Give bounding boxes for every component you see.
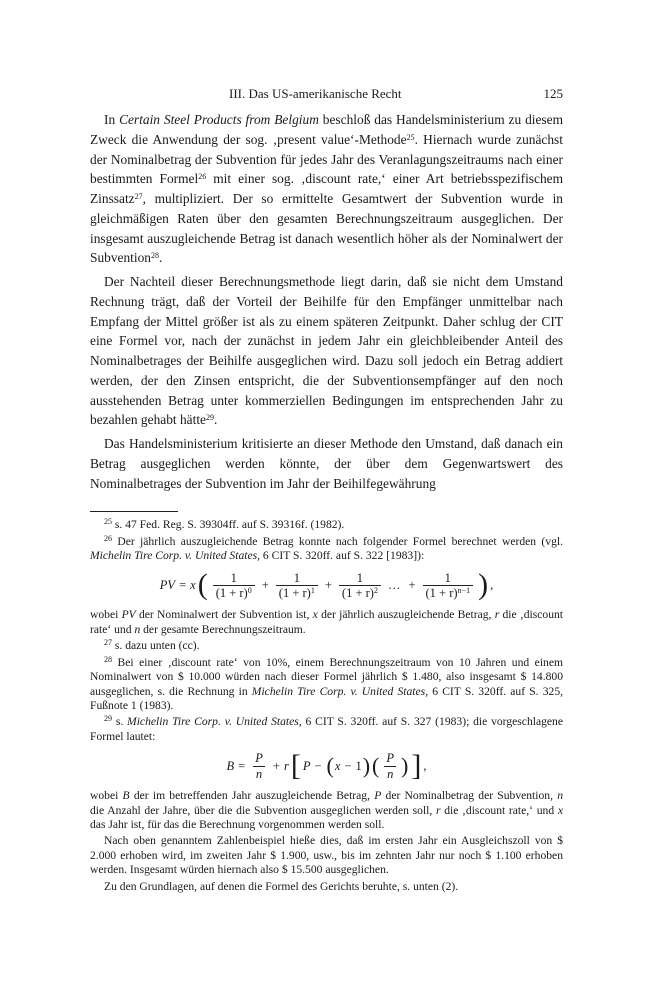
text: In	[104, 112, 120, 127]
text: beschloß das Handelsministerium zu diesem Zweck die Anwendung der sog. ‚present value‘-Methode	[90, 112, 564, 147]
footnote-number: 25	[104, 517, 112, 527]
footnote-ref[interactable]: 28	[151, 251, 160, 261]
main-text	[90, 110, 563, 493]
footnote-ref[interactable]: 29	[206, 413, 214, 423]
numerator: 1	[230, 570, 237, 585]
fraction	[276, 571, 318, 601]
numerator: P	[255, 751, 263, 766]
text: .	[159, 250, 163, 266]
symbol: r	[435, 803, 441, 817]
formula-punctuation: ,	[490, 578, 494, 593]
denominator	[423, 585, 474, 600]
formula-bracket: ]	[411, 749, 422, 783]
symbol: r	[494, 608, 500, 622]
text: der im betreffenden Jahr auszugleichende Betrag,	[129, 789, 375, 803]
book-page	[90, 82, 563, 896]
text: der jährlich auszugleichende Betrag,	[317, 608, 495, 622]
footnote-number: 29	[104, 714, 112, 724]
footnote-26-explanation	[90, 608, 563, 637]
exponent: 2	[373, 585, 378, 595]
formula-symbol: x	[190, 578, 196, 593]
paragraph-2	[90, 272, 563, 430]
text: s.	[112, 715, 128, 729]
paragraph-1	[90, 110, 563, 268]
footnote-ref[interactable]: 25	[406, 132, 415, 142]
formula-operator: −	[344, 758, 352, 773]
symbol: PV	[121, 608, 136, 622]
text: der Nominalwert der Subvention ist,	[135, 608, 313, 622]
text: der gesamte Berechnungszeitraum.	[140, 622, 306, 636]
formula-ellipsis: …	[387, 578, 401, 593]
formula-operator: +	[324, 578, 332, 593]
formula-symbol: x	[334, 758, 341, 773]
denominator	[213, 585, 255, 600]
formula-symbol: P	[302, 758, 311, 773]
text: (1 + r)	[215, 585, 248, 600]
denominator	[276, 585, 318, 600]
footnote-29-explanation	[90, 789, 563, 832]
text: Bei einer ‚discount rate‘ von 10%, einem Berechnungszeitraum von 10 Jahren und einem Nominalwert von $ 10.000 würden nach dieser Formel jährlich $ 1.480, also insgesamt $ 14.800 ausgeglichen, s. die Rechnung in	[90, 655, 563, 698]
formula-paren: )	[401, 753, 409, 779]
denominator: n	[253, 766, 265, 781]
formula-operator: −	[314, 758, 322, 773]
footnote-ref[interactable]: 27	[134, 192, 143, 201]
denominator: n	[384, 766, 396, 781]
text: 6 CIT S. 320ff. auf S. 322 [1983]):	[260, 549, 425, 563]
formula-symbol: r	[283, 758, 289, 773]
footnote-28	[90, 656, 563, 714]
formula-operator: +	[272, 758, 280, 773]
close-paren-glyph: )	[478, 568, 489, 602]
formula-bracket: [	[290, 749, 301, 783]
text: mit einer sog. ‚discount rate,‘ einer Art betriebsspezifischem Zinssatz	[90, 171, 563, 206]
footnote-number: 28	[104, 654, 112, 664]
text: . Hiernach wurde zunächst der Nominalbetrag der Subvention für jedes Jahr des Veranlagungszeitraums nach einer bestimmten Formel	[90, 131, 563, 187]
paragraph-3: Das Handelsministerium kritisierte an dieser Methode den Umstand, daß danach ein Betrag ausgeglichen werden könnte, der über dem Gegenwartswert des Nominalbetrages der Subvention im Jahr der Beihilfegewährung	[90, 436, 563, 491]
case-name: Michelin Tire Corp. v. United States,	[127, 715, 302, 729]
formula-symbol: B	[226, 758, 235, 773]
text: s. dazu unten (cc).	[112, 639, 200, 653]
text: wobei	[90, 789, 123, 803]
formula-operator: =	[238, 758, 246, 773]
formula-symbol: PV	[159, 578, 176, 593]
formula-paren: (	[326, 753, 334, 779]
formula-number: 1	[355, 758, 362, 773]
numerator: 1	[293, 570, 300, 585]
symbol: n	[557, 789, 563, 803]
footnote-number: 27	[104, 638, 112, 648]
symbol: n	[134, 622, 141, 636]
numerator: P	[386, 751, 395, 766]
chapter-title: III. Das US-amerikanische Recht	[229, 86, 402, 101]
text: (1 + r)	[341, 585, 374, 600]
case-name: Michelin Tire Corp. v. United States,	[90, 549, 261, 563]
footnote-25	[90, 518, 563, 532]
denominator	[339, 585, 381, 600]
footnote-29-example: Nach oben genanntem Zahlenbeispiel hieße dies, daß im ersten Jahr ein Ausgleichszoll von $ 2.000 erhoben wird, im zweiten Jahr $ 1.900, usw., bis im zehnten Jahr nur noch $ 1.100 erhoben werden. Insgesamt würden hiernach also $ 15.500 ausgeglichen.	[90, 834, 563, 877]
fraction	[383, 751, 397, 781]
exponent: n−1	[457, 585, 471, 595]
text: Der jährlich auszugleichende Betrag konnte nach folgender Formel berechnet werden (vgl.	[112, 534, 563, 548]
text: das Jahr ist, für das die Berechnung vorgenommen werden soll.	[90, 817, 385, 831]
text: Der Nachteil dieser Berechnungsmethode liegt darin, daß sie nicht dem Umstand Rechnung trägt, daß der Vorteil der Beihilfe für den Empfänger unmittelbar nach Empfang der Mittel größer ist als zu einem späteren Zeitpunkt. Daher schlug der CIT eine Formel vor, nach der zunächst in jedem Jahr ein gleichbleibender Anteil des Nominalbetrages der Beihilfe ausgeglichen wird. Dazu soll jedoch ein Betrag addiert werden, der den Zinsen entspricht, die der Subventionsempfänger auf den noch ausstehenden Betrag unter kommerziellen Bedingungen im entsprechenden Jahr zu bezahlen gehabt hätte	[90, 274, 563, 428]
footnote-number: 26	[104, 533, 112, 543]
symbol: B	[122, 789, 130, 803]
text: 6 CIT S. 320ff. auf S. 327 (1983); die vorgeschlagene Formel lautet:	[90, 715, 563, 743]
case-name: Michelin Tire Corp. v. United States,	[251, 684, 429, 698]
numerator: 1	[356, 570, 364, 585]
exponent: 1	[310, 585, 315, 595]
footnote-29	[90, 715, 563, 744]
text: die ‚discount rate‘ und	[90, 608, 564, 636]
formula-punctuation: ,	[423, 758, 427, 773]
formula-paren: (	[372, 753, 380, 779]
formula-operator: +	[408, 578, 416, 593]
formula-paren: )	[362, 753, 371, 779]
text: (1 + r)	[278, 585, 311, 600]
text: , multipliziert. Der so ermittelte Gesamtwert der Subvention wurde in gleichmäßigen Raten über den gesamten Berechnungszeitraum ausgeglichen. Der insgesamt auszugleichende Betrag ist danach wesentlich höher als der Nominalwert der Subvention	[90, 191, 563, 266]
fraction	[252, 751, 266, 781]
footnote-29-reference: Zu den Grundlagen, auf denen die Formel des Gerichts beruhte, s. unten (2).	[104, 879, 459, 893]
fraction	[423, 571, 474, 601]
fraction	[213, 571, 255, 601]
formula-operator: =	[179, 578, 187, 593]
text: die ‚discount rate,‘ und	[440, 803, 558, 817]
text: wobei	[90, 608, 122, 622]
text: der Nominalbetrag der Subvention,	[381, 789, 558, 803]
formula-present-value	[90, 567, 563, 603]
open-paren-glyph: (	[197, 568, 208, 602]
text: (1 + r)	[425, 585, 458, 600]
symbol: x	[557, 803, 564, 817]
text: 6 CIT S. 320ff. auf S. 325, Fußnote 1 (1983).	[90, 684, 564, 712]
formula-court	[90, 748, 563, 784]
footnote-27	[90, 639, 563, 653]
symbol: P	[374, 789, 382, 803]
footnote-separator	[90, 511, 178, 512]
running-header	[90, 82, 563, 104]
page-number: 125	[543, 86, 563, 101]
text: s. 47 Fed. Reg. S. 39304ff. auf S. 39316f. (1982).	[112, 518, 345, 532]
numerator: 1	[444, 570, 451, 585]
case-name: Certain Steel Products from Belgium	[119, 112, 319, 127]
symbol: x	[312, 608, 318, 622]
exponent: 0	[247, 585, 252, 595]
footnotes	[90, 518, 563, 894]
footnote-ref[interactable]: 26	[198, 172, 207, 182]
formula-operator: +	[261, 578, 269, 593]
fraction	[339, 571, 381, 601]
text: .	[214, 412, 218, 428]
text: die Anzahl der Jahre, über die die Subvention ausgeglichen werden soll,	[90, 803, 436, 817]
footnote-26	[90, 535, 563, 564]
